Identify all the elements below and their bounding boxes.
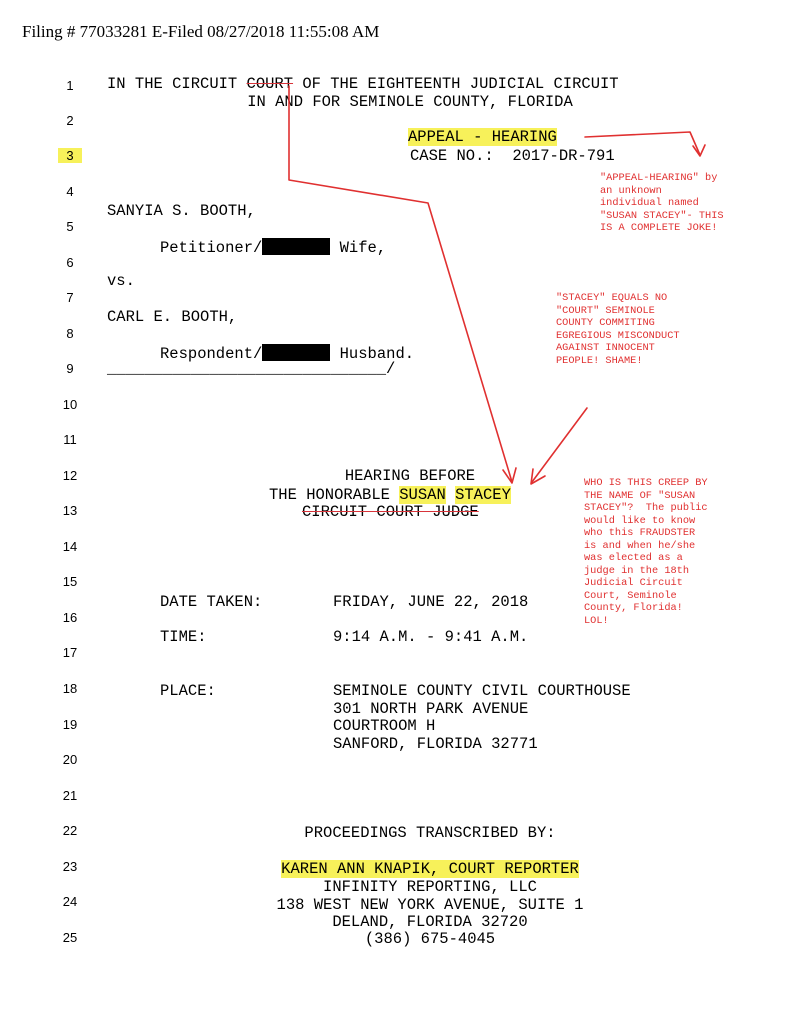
line-number: 14 xyxy=(62,539,78,554)
line-number: 3 xyxy=(58,148,82,163)
line-number: 6 xyxy=(66,255,74,270)
caption-separator: ______________________________/ xyxy=(107,360,396,378)
note-line: was elected as a xyxy=(584,552,683,564)
note-line: is and when he/she xyxy=(584,539,696,552)
arrow-note-to-stacey xyxy=(532,408,587,482)
line-number: 17 xyxy=(62,645,78,660)
appeal-hearing-highlight: APPEAL - HEARING xyxy=(408,128,557,146)
company-address1: 138 WEST NEW YORK AVENUE, SUITE 1 xyxy=(276,896,584,914)
line-number: 22 xyxy=(62,823,78,838)
line-number: 13 xyxy=(62,503,78,518)
line-number: 11 xyxy=(63,432,77,447)
note-line: "COURT" SEMINOLE xyxy=(556,304,655,317)
note-line: PEOPLE! SHAME! xyxy=(556,354,643,367)
line-number: 21 xyxy=(62,788,78,803)
line-number: 4 xyxy=(66,184,74,199)
time-label: TIME: xyxy=(160,628,207,646)
time-value: 9:14 A.M. - 9:41 A.M. xyxy=(333,628,529,646)
place-line: COURTROOM H xyxy=(333,717,436,735)
court-caption-text: IN THE CIRCUIT xyxy=(107,75,247,93)
reporter-name: KAREN ANN KNAPIK, COURT REPORTER xyxy=(281,860,579,878)
respondent-name: CARL E. BOOTH, xyxy=(107,308,238,326)
date-value: FRIDAY, JUNE 22, 2018 xyxy=(333,593,529,611)
note-line: an unknown xyxy=(600,184,662,197)
arrow-head-1 xyxy=(693,145,705,156)
company-address2: DELAND, FLORIDA 32720 xyxy=(332,913,528,931)
note-line: "STACEY" EQUALS NO xyxy=(556,292,668,304)
note-line: judge in the 18th xyxy=(584,564,690,577)
line-number: 16 xyxy=(62,610,78,625)
petitioner-role-text: Petitioner/ xyxy=(160,239,263,257)
respondent-role-text: Respondent/ xyxy=(160,345,263,363)
line-number: 7 xyxy=(66,290,74,305)
place-label: PLACE: xyxy=(160,682,216,700)
line-number: 25 xyxy=(62,930,78,945)
case-number: CASE NO.: 2017-DR-791 xyxy=(410,147,615,165)
versus-label: vs. xyxy=(107,272,135,290)
note-line: COUNTY COMMITING xyxy=(556,317,655,329)
note-line: Court, Seminole xyxy=(584,589,677,602)
note-line: WHO IS THIS CREEP BY xyxy=(584,477,708,489)
note-line: County, Florida! xyxy=(584,602,683,614)
line-number: 12 xyxy=(62,468,78,483)
note-line: AGAINST INNOCENT xyxy=(556,342,655,354)
line-number: 19 xyxy=(62,717,78,732)
note-line: who this FRAUDSTER xyxy=(584,527,696,539)
petitioner-role-text: Wife, xyxy=(330,239,387,257)
reporting-company: INFINITY REPORTING, LLC xyxy=(323,878,537,896)
note-line: EGREGIOUS MISCONDUCT xyxy=(556,329,680,342)
line-number: 23 xyxy=(62,859,78,874)
note-line: "APPEAL-HEARING" by xyxy=(600,172,718,184)
note-line: would like to know xyxy=(584,514,696,527)
court-caption-line2: IN AND FOR SEMINOLE COUNTY, FLORIDA xyxy=(247,93,573,111)
line-number: 10 xyxy=(62,397,78,412)
place-line: SANFORD, FLORIDA 32771 xyxy=(333,735,538,753)
petitioner-name: SANYIA S. BOOTH, xyxy=(107,202,256,220)
line-number: 5 xyxy=(66,219,74,234)
line-number: 9 xyxy=(66,361,74,376)
note-line: individual named xyxy=(600,197,699,209)
transcribed-by-heading: PROCEEDINGS TRANSCRIBED BY: xyxy=(304,824,556,842)
filing-header: Filing # 77033281 E-Filed 08/27/2018 11:55:08 AM xyxy=(22,22,380,41)
date-label: DATE TAKEN: xyxy=(160,593,263,611)
note-line: STACEY"? The public xyxy=(584,502,708,514)
struck-court-word: COURT xyxy=(246,75,294,93)
judge-first-name: SUSAN xyxy=(399,486,446,504)
arrow-appeal-to-note xyxy=(585,132,700,155)
line-number: 8 xyxy=(66,326,74,341)
judge-last-name: STACEY xyxy=(455,486,511,504)
note-line: "SUSAN STACEY"- THIS xyxy=(600,209,724,222)
line-number: 15 xyxy=(62,574,78,589)
hearing-before: HEARING BEFORE xyxy=(344,467,476,485)
struck-judge-title: CIRCUIT COURT JUDGE xyxy=(302,503,479,521)
line-number: 1 xyxy=(66,78,74,93)
note-line: LOL! xyxy=(584,614,609,627)
note-line: IS A COMPLETE JOKE! xyxy=(600,222,718,234)
court-caption-text: OF THE EIGHTEENTH JUDICIAL CIRCUIT xyxy=(293,75,619,93)
company-phone: (386) 675-4045 xyxy=(364,930,496,948)
line-number: 18 xyxy=(62,681,78,696)
place-line: SEMINOLE COUNTY CIVIL COURTHOUSE xyxy=(333,682,631,700)
arrow-court-to-stacey xyxy=(289,86,512,482)
note-line: Judicial Circuit xyxy=(584,577,683,589)
line-number: 24 xyxy=(62,894,78,909)
honorable-text: THE HONORABLE xyxy=(269,486,400,504)
line-number: 2 xyxy=(66,113,74,128)
line-number: 20 xyxy=(62,752,78,767)
note-line: THE NAME OF "SUSAN xyxy=(584,489,696,502)
place-line: 301 NORTH PARK AVENUE xyxy=(333,700,529,718)
respondent-role-text: Husband. xyxy=(330,345,415,363)
